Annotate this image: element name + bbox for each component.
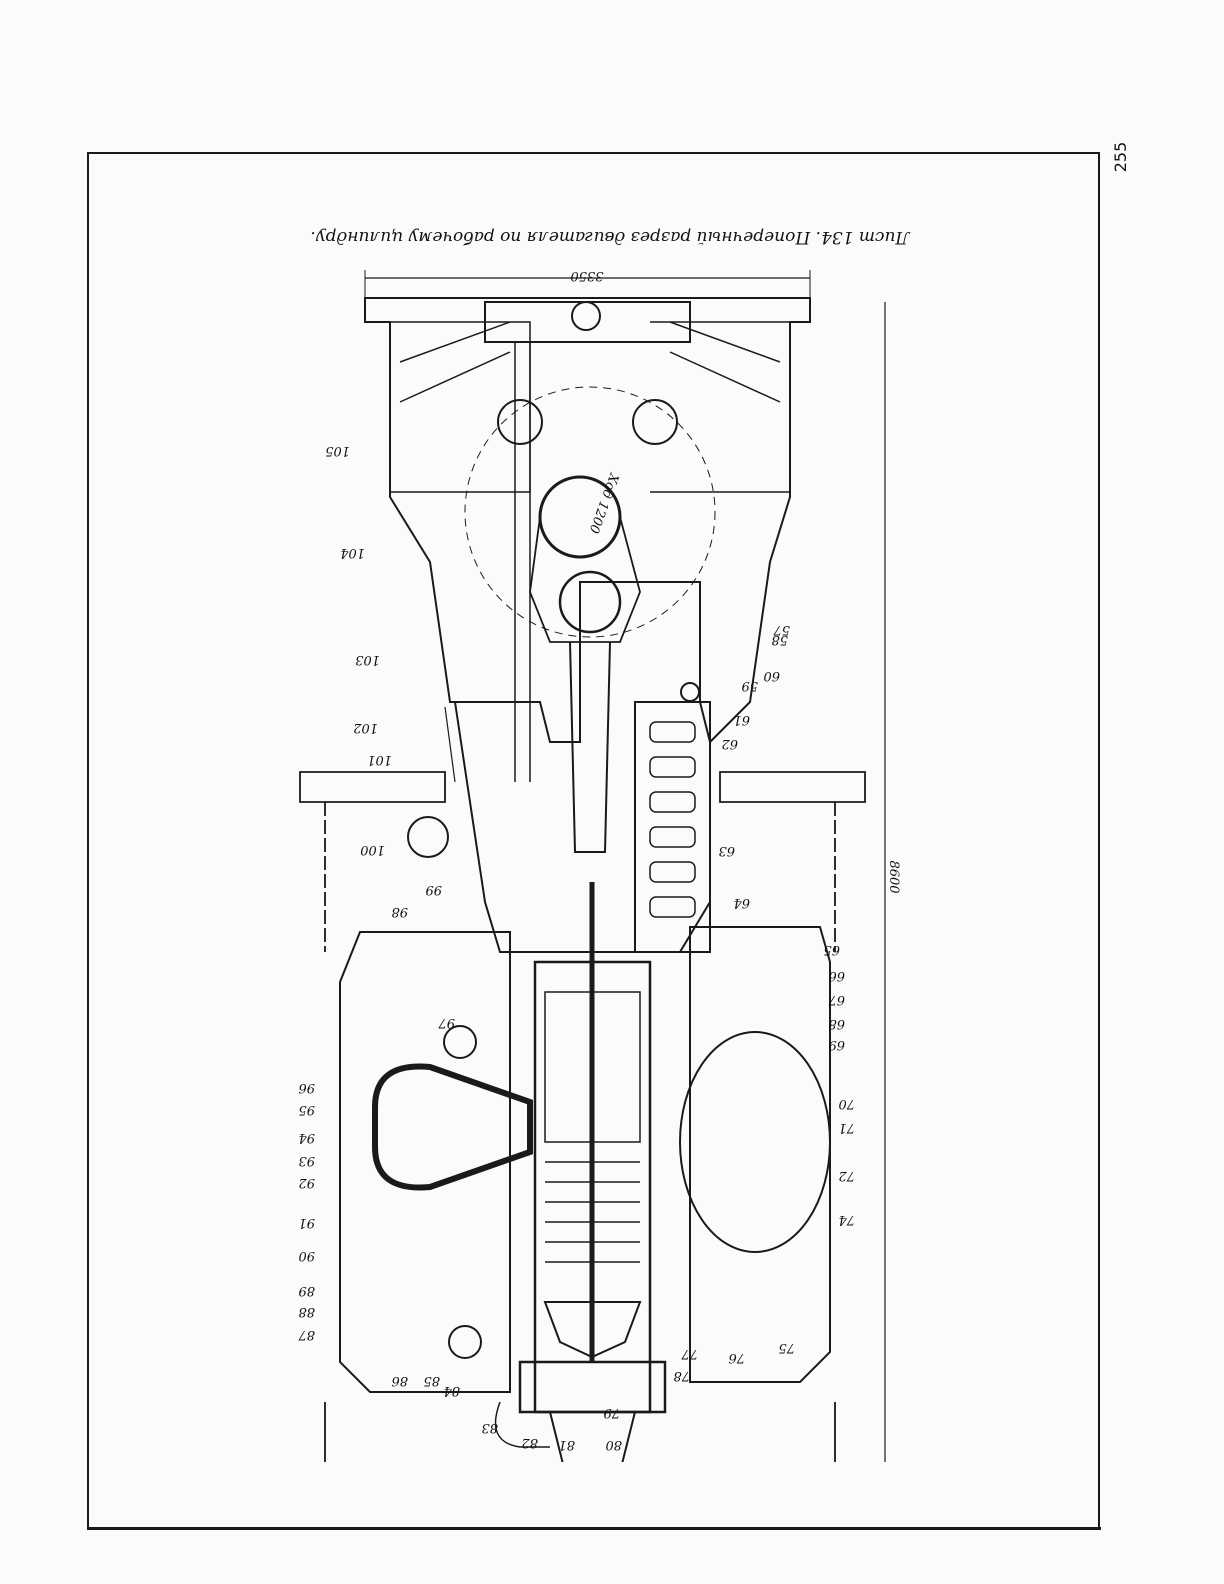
callout-71: 71 — [838, 1120, 855, 1135]
callout-70: 70 — [838, 1096, 855, 1111]
frame-border-left — [87, 152, 89, 1529]
height-dimension: 8600 — [886, 860, 901, 894]
callout-66: 66 — [828, 968, 845, 983]
callout-89: 89 — [298, 1283, 315, 1298]
callout-102: 102 — [353, 720, 378, 735]
callout-60: 60 — [763, 668, 780, 683]
callout-67: 67 — [828, 992, 845, 1007]
callout-79: 79 — [603, 1405, 620, 1420]
callout-80: 80 — [605, 1437, 622, 1452]
callout-81: 81 — [558, 1437, 575, 1452]
callout-97: 97 — [438, 1015, 455, 1030]
callout-74: 74 — [838, 1212, 855, 1227]
callout-87: 87 — [298, 1327, 315, 1342]
callout-83: 83 — [481, 1420, 498, 1435]
sheet-title: Лист 134. Поперечный разрез двигателя по рабочему цилиндру. — [310, 227, 910, 247]
callout-103: 103 — [355, 652, 380, 667]
callout-78: 78 — [673, 1368, 690, 1383]
frame-border-bottom — [87, 1527, 1101, 1530]
callout-84: 84 — [443, 1383, 460, 1398]
callout-77: 77 — [681, 1346, 698, 1361]
callout-105: 105 — [325, 443, 350, 458]
callout-68: 68 — [828, 1016, 845, 1031]
callout-58: 58 — [771, 632, 788, 647]
callout-98: 98 — [391, 904, 408, 919]
callout-72: 72 — [838, 1168, 855, 1183]
callout-69: 69 — [828, 1037, 845, 1052]
page-number: 255 — [1111, 141, 1130, 173]
callout-64: 64 — [733, 895, 750, 910]
engine-cross-section-drawing — [280, 262, 920, 1462]
callout-75: 75 — [778, 1340, 795, 1355]
callout-92: 92 — [298, 1175, 315, 1190]
callout-99: 99 — [425, 882, 442, 897]
frame-border-top — [87, 152, 1099, 154]
callout-96: 96 — [298, 1080, 315, 1095]
callout-65: 65 — [823, 942, 840, 957]
callout-86: 86 — [391, 1373, 408, 1388]
width-dimension: 3350 — [570, 268, 604, 283]
callout-95: 95 — [298, 1102, 315, 1117]
callout-82: 82 — [521, 1435, 538, 1450]
callout-61: 61 — [733, 712, 750, 727]
callout-104: 104 — [340, 545, 365, 560]
callout-101: 101 — [367, 752, 392, 767]
callout-85: 85 — [423, 1373, 440, 1388]
callout-63: 63 — [718, 843, 735, 858]
stroke-dimension: Ход 1200 — [585, 471, 622, 536]
callout-90: 90 — [298, 1248, 315, 1263]
callout-59: 59 — [741, 678, 758, 693]
callout-57: 57 — [773, 622, 790, 637]
frame-border-right — [1098, 152, 1100, 1529]
callout-93: 93 — [298, 1153, 315, 1168]
callout-62: 62 — [721, 736, 738, 751]
callout-94: 94 — [298, 1130, 315, 1145]
callout-76: 76 — [728, 1350, 745, 1365]
callout-91: 91 — [298, 1215, 315, 1230]
callout-88: 88 — [298, 1304, 315, 1319]
callout-100: 100 — [360, 842, 385, 857]
